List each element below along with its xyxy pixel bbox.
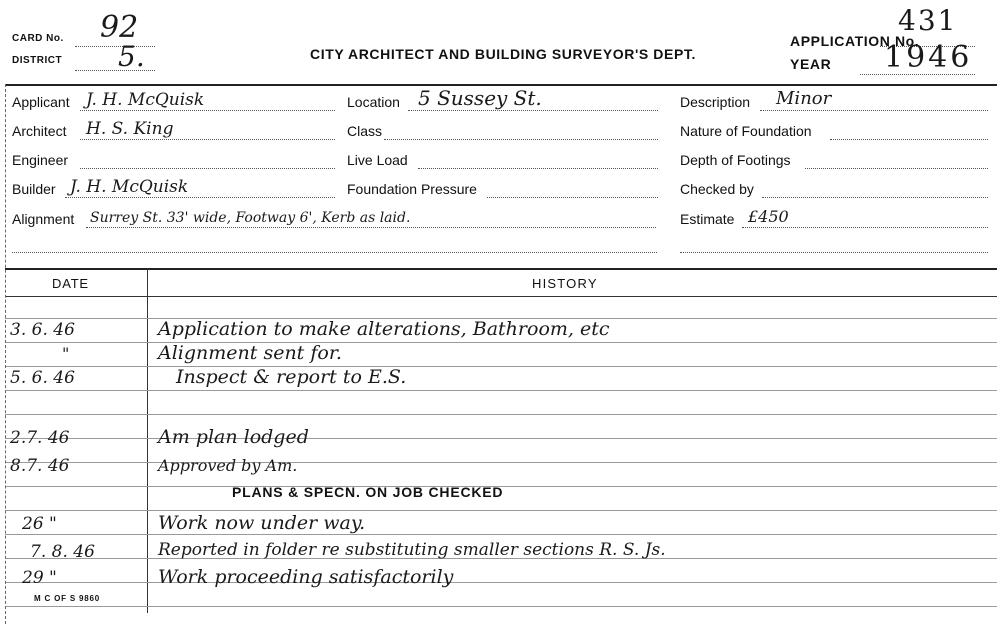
builder-value: J. H. McQuisk — [70, 177, 189, 197]
alignment-value: Surrey St. 33' wide, Footway 6', Kerb as laid. — [90, 210, 411, 226]
foundation-pressure-label: Foundation Pressure — [347, 181, 477, 197]
card-no-label: CARD No. — [12, 33, 64, 44]
application-value: 431 — [898, 4, 958, 37]
row-date: 7. 8. 46 — [30, 542, 95, 562]
live-load-line — [418, 168, 658, 169]
depth-line — [805, 168, 988, 169]
description-label: Description — [680, 94, 751, 110]
row-date: 2.7. 46 — [10, 428, 70, 448]
row-text: Inspect & report to E.S. — [176, 366, 407, 388]
alignment-line — [86, 227, 656, 228]
estimate-line — [742, 227, 988, 228]
ruled-line — [5, 606, 997, 607]
checked-line — [762, 197, 988, 198]
row-text: Work now under way. — [158, 512, 366, 534]
plans-checked-stamp: PLANS & SPECN. ON JOB CHECKED — [232, 484, 504, 500]
description-line — [760, 110, 988, 111]
year-label: YEAR — [790, 56, 832, 72]
estimate-line-2 — [680, 252, 988, 253]
history-header: HISTORY — [532, 276, 598, 291]
date-header: DATE — [52, 276, 89, 291]
row-date: 8.7. 46 — [10, 456, 70, 476]
district-value: 5. — [118, 40, 145, 73]
department-title: CITY ARCHITECT AND BUILDING SURVEYOR'S DEPT. — [310, 46, 696, 62]
year-value: 1946 — [884, 40, 973, 75]
ruled-line — [5, 342, 997, 343]
row-text: Reported in folder re substituting smaller sections R. S. Js. — [158, 540, 666, 560]
table-top-border — [5, 268, 997, 270]
row-date: 26 " — [22, 514, 57, 534]
ruled-line — [5, 582, 997, 583]
nature-label: Nature of Foundation — [680, 123, 812, 139]
class-line — [384, 139, 658, 140]
depth-label: Depth of Footings — [680, 152, 791, 168]
checked-label: Checked by — [680, 181, 754, 197]
ruled-line — [5, 510, 997, 511]
date-column-divider — [147, 268, 148, 613]
location-line — [408, 110, 658, 111]
table-header-divider — [5, 296, 997, 297]
row-date: 5. 6. 46 — [10, 368, 75, 388]
foundation-pressure-line — [487, 197, 658, 198]
location-value: 5 Sussey St. — [418, 86, 542, 110]
district-label: DISTRICT — [12, 55, 63, 66]
nature-line — [830, 139, 988, 140]
row-date: 3. 6. 46 — [10, 320, 75, 340]
row-text: Work proceeding satisfactorily — [158, 566, 454, 588]
district-line — [75, 70, 155, 71]
applicant-label: Applicant — [12, 94, 70, 110]
ruled-line — [5, 366, 997, 367]
engineer-label: Engineer — [12, 152, 69, 168]
location-label: Location — [347, 94, 400, 110]
class-label: Class — [347, 123, 383, 139]
architect-label: Architect — [12, 123, 67, 139]
alignment-line-2 — [12, 252, 657, 253]
form-code: M C OF S 9860 — [34, 594, 100, 603]
ruled-line — [5, 534, 997, 535]
card-no-value: 92 — [100, 10, 139, 45]
live-load-label: Live Load — [347, 152, 408, 168]
builder-line — [65, 197, 335, 198]
applicant-line — [80, 110, 335, 111]
engineer-line — [80, 168, 335, 169]
row-date: 29 " — [22, 568, 57, 588]
applicant-value: J. H. McQuisk — [86, 90, 205, 110]
architect-line — [80, 139, 335, 140]
ruled-line — [5, 390, 997, 391]
architect-value: H. S. King — [86, 119, 174, 139]
ruled-line — [5, 462, 997, 463]
description-value: Minor — [776, 88, 832, 109]
estimate-label: Estimate — [680, 211, 735, 227]
year-line — [860, 74, 975, 75]
row-text: Approved by Am. — [158, 456, 298, 475]
alignment-label: Alignment — [12, 211, 75, 227]
estimate-value: £450 — [748, 207, 789, 226]
row-text: Alignment sent for. — [158, 342, 342, 364]
card-left-edge — [5, 84, 6, 624]
builder-label: Builder — [12, 181, 56, 197]
ruled-line — [5, 414, 997, 415]
row-text: Am plan lodged — [158, 426, 309, 448]
row-date: " — [62, 344, 70, 363]
row-text: Application to make alterations, Bathroom, etc — [158, 318, 610, 340]
ruled-line — [5, 438, 997, 439]
application-label: APPLICATION No. — [790, 33, 920, 49]
